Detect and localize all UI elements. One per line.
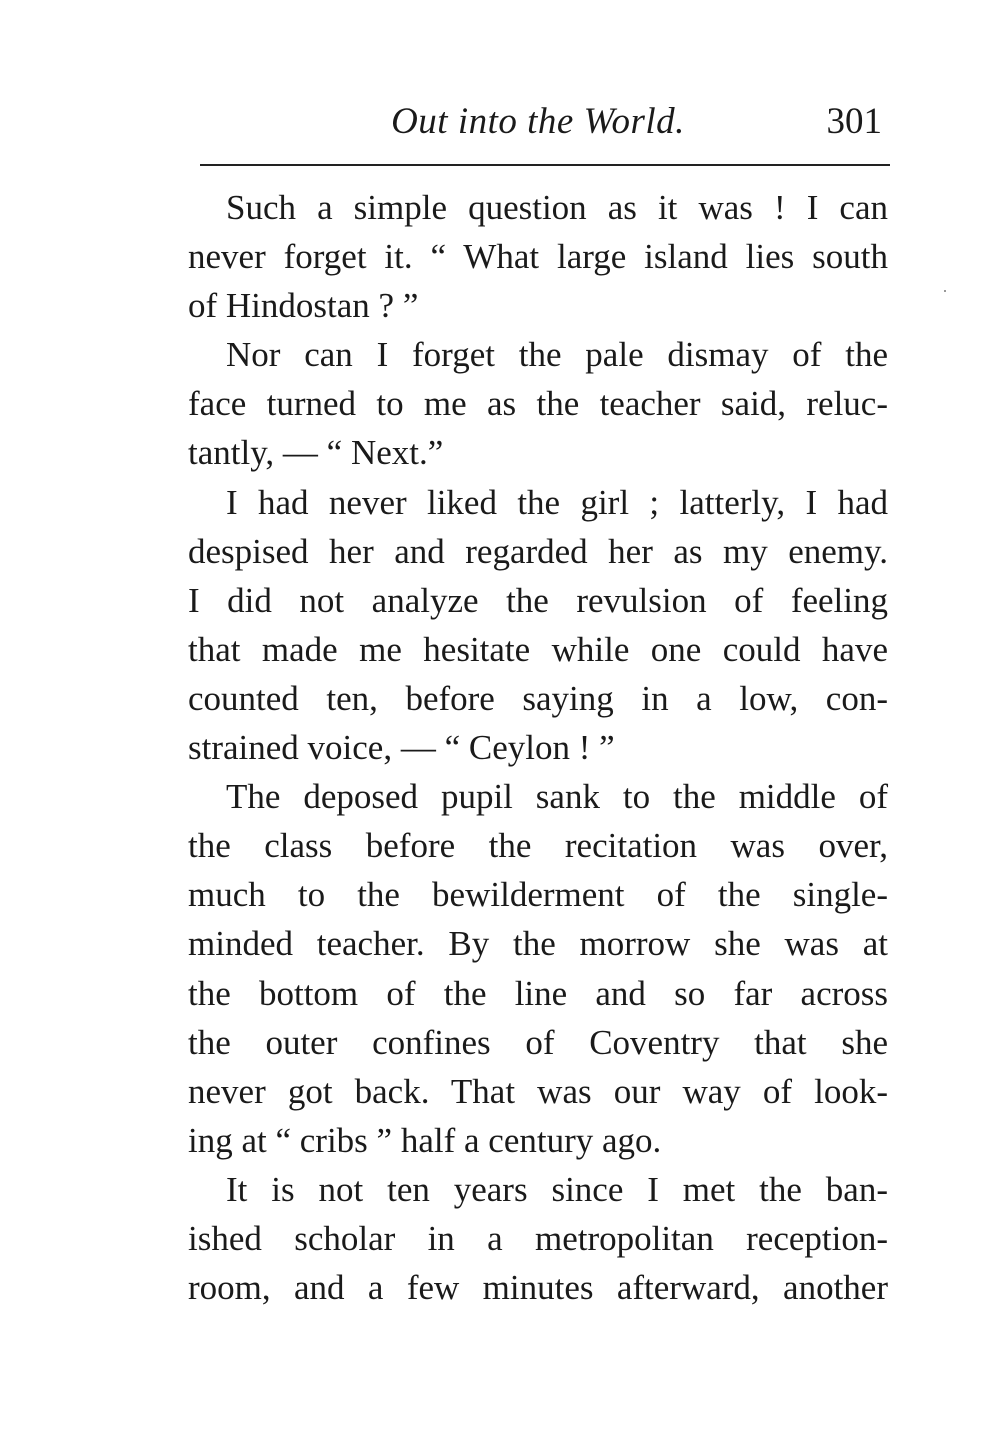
text-line: of Hindostan ? ” bbox=[188, 286, 419, 326]
text-line: counted ten, before saying in a low, con- bbox=[188, 678, 888, 718]
text-line: that made me hesitate while one could have bbox=[188, 629, 888, 669]
text-line: despised her and regarded her as my enemy. bbox=[188, 531, 888, 571]
paragraph bbox=[188, 478, 888, 773]
text-line: ished scholar in a metropolitan reception- bbox=[188, 1218, 888, 1258]
text-line: room, and a few minutes afterward, another bbox=[188, 1268, 888, 1308]
running-head bbox=[188, 100, 888, 156]
text-line: never forget it. “ What large island lies south bbox=[188, 237, 888, 277]
text-line: ing at “ cribs ” half a century ago. bbox=[188, 1120, 662, 1160]
text-line: Nor can I forget the pale dismay of the bbox=[226, 335, 888, 375]
text-line: tantly, — “ Next.” bbox=[188, 433, 444, 473]
text-line: Such a simple question as it was ! I can bbox=[226, 188, 888, 227]
header-rule bbox=[200, 164, 890, 166]
paragraph bbox=[188, 183, 888, 330]
text-line: face turned to me as the teacher said, reluc- bbox=[188, 384, 888, 424]
text-line: strained voice, — “ Ceylon ! ” bbox=[188, 728, 615, 768]
text-line: never got back. That was our way of look- bbox=[188, 1071, 888, 1111]
text-line: minded teacher. By the morrow she was at bbox=[188, 924, 888, 964]
text-line: I did not analyze the revulsion of feeling bbox=[188, 580, 888, 620]
text-line: much to the bewilderment of the single- bbox=[188, 875, 888, 915]
print-speck bbox=[944, 290, 946, 292]
text-line: the bottom of the line and so far across bbox=[188, 973, 888, 1013]
body-text bbox=[188, 183, 888, 1312]
paragraph bbox=[188, 772, 888, 1165]
text-line: the outer confines of Coventry that she bbox=[188, 1022, 888, 1062]
text-line: It is not ten years since I met the ban- bbox=[226, 1169, 888, 1209]
running-title: Out into the World. bbox=[391, 101, 685, 142]
text-line: the class before the recitation was over, bbox=[188, 826, 888, 866]
page-number: 301 bbox=[826, 101, 882, 142]
text-line: The deposed pupil sank to the middle of bbox=[226, 777, 888, 817]
paragraph bbox=[188, 330, 888, 477]
paragraph bbox=[188, 1165, 888, 1312]
text-line: I had never liked the girl ; latterly, I had bbox=[226, 482, 888, 522]
